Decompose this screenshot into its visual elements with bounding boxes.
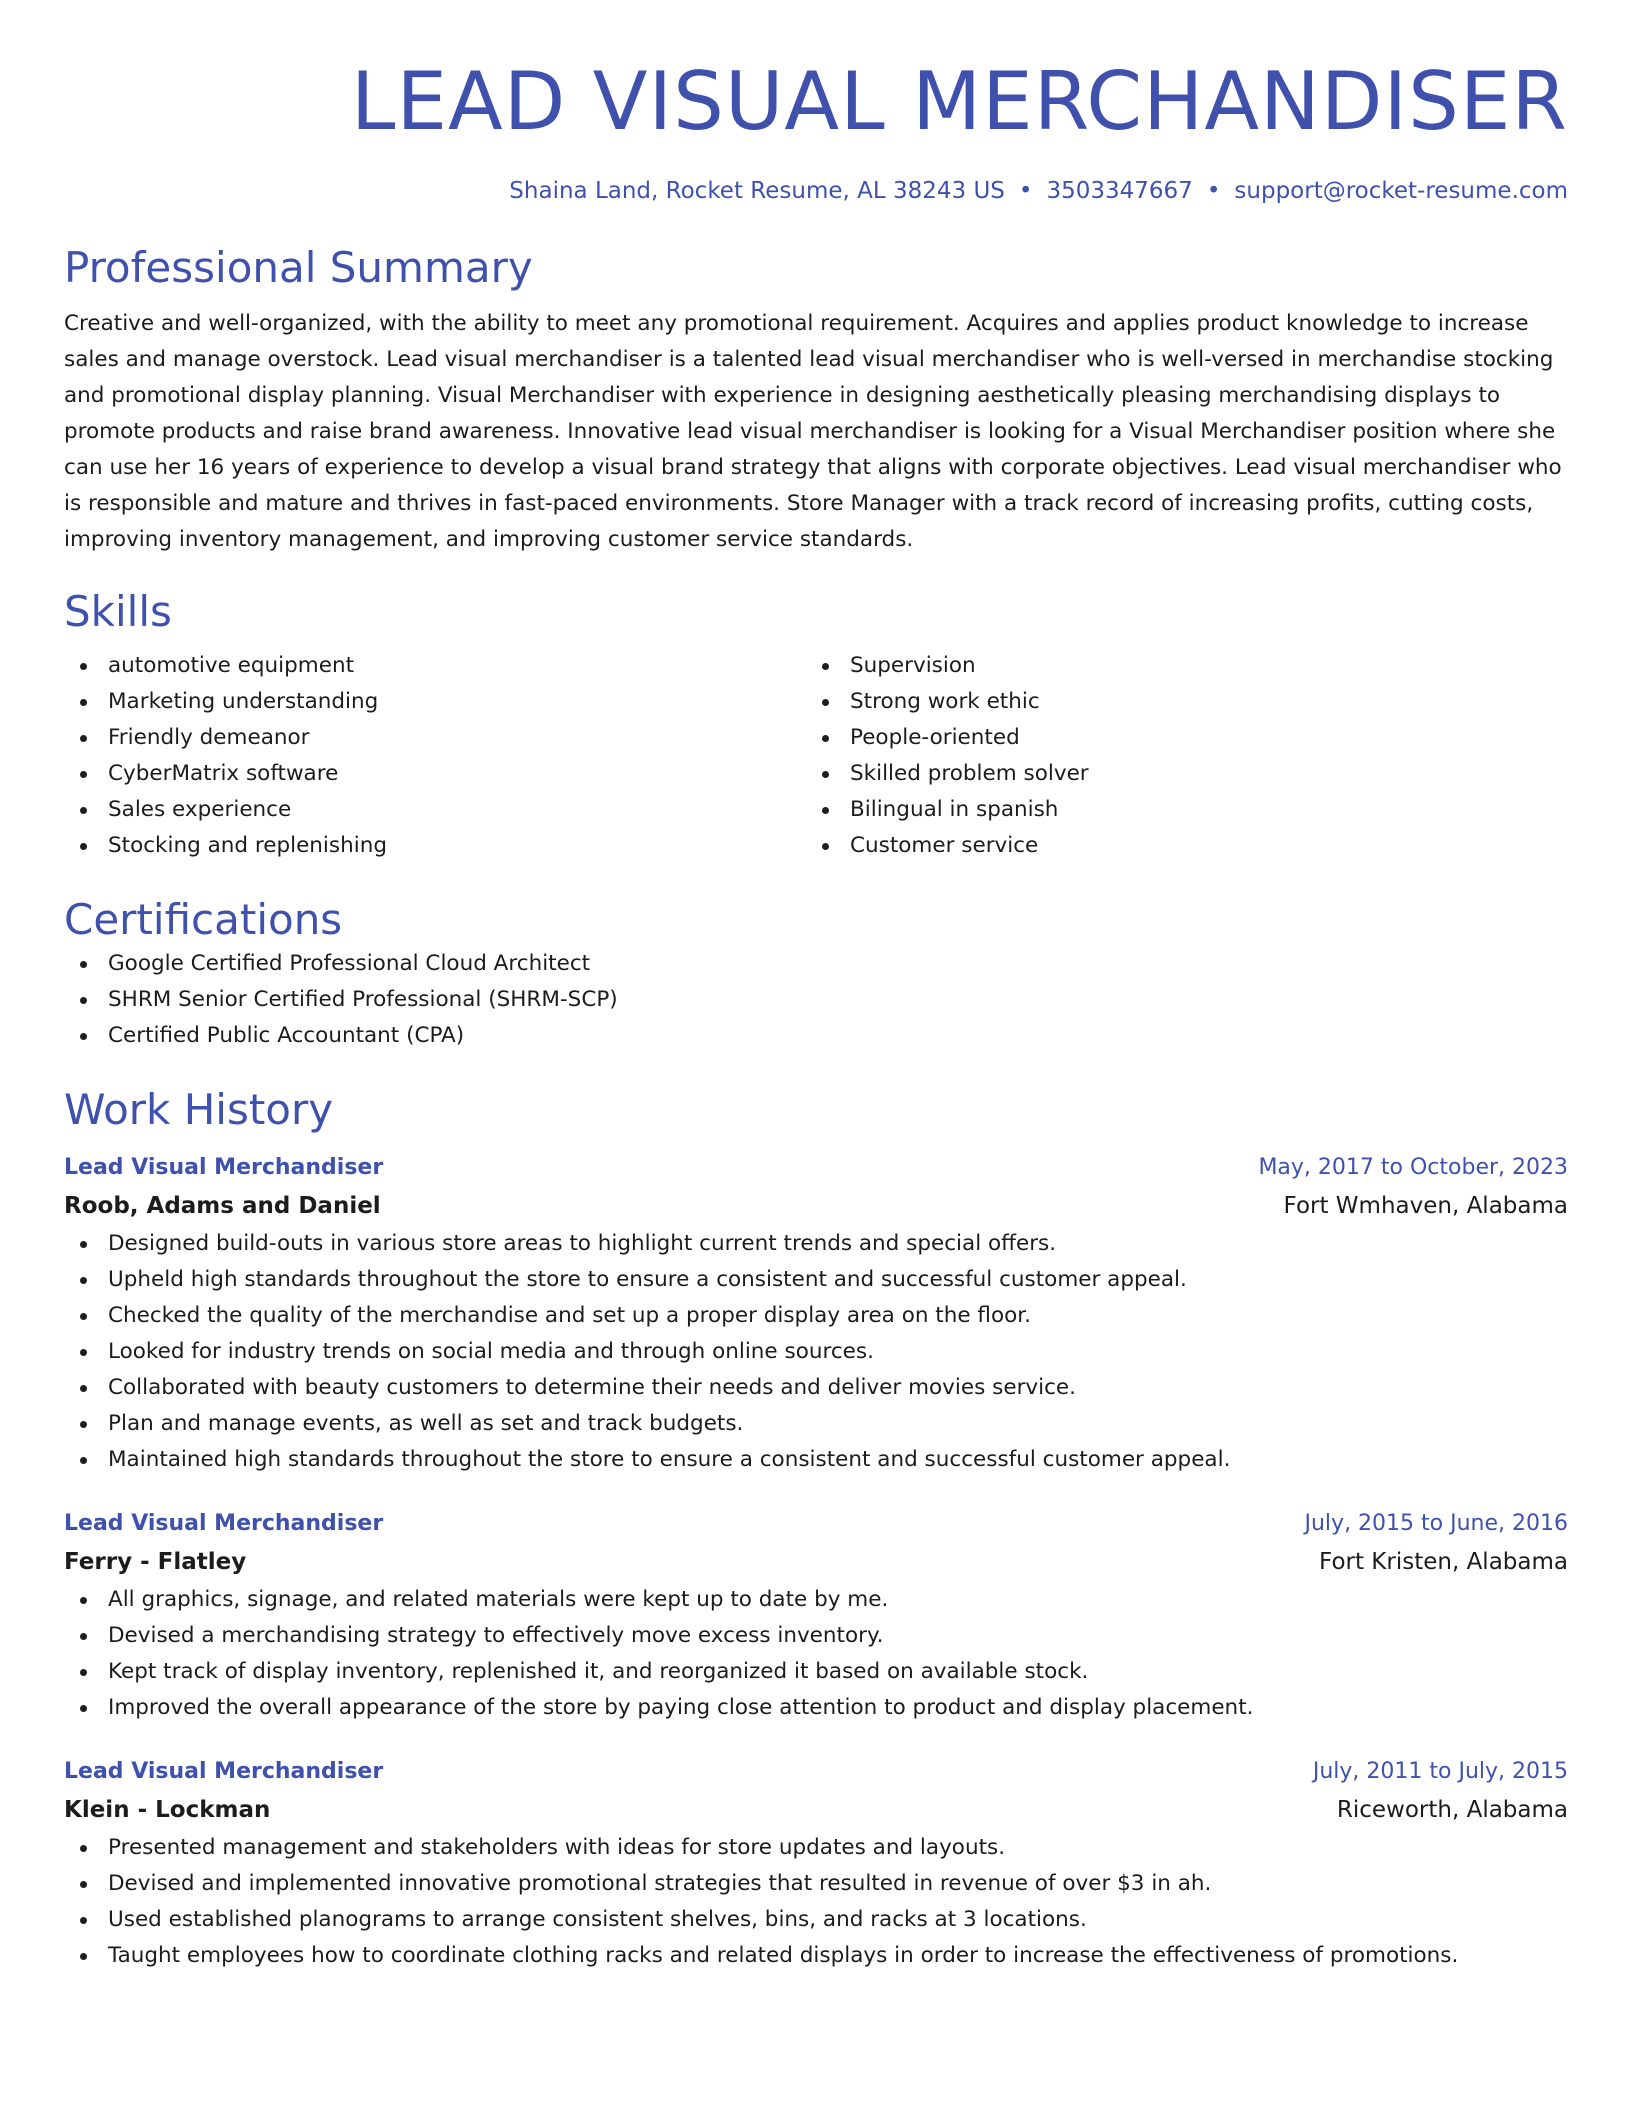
skill-item: Supervision	[806, 648, 1548, 684]
job-bullets	[64, 1830, 1568, 1974]
contact-separator: •	[1018, 178, 1033, 204]
skills-column-right	[806, 648, 1548, 864]
job-bullet: Plan and manage events, as well as set and track budgets.	[64, 1406, 1568, 1442]
resume-title: LEAD VISUAL MERCHANDISER	[350, 55, 1568, 148]
job-bullet: Kept track of display inventory, replenished it, and reorganized it based on available stock.	[64, 1654, 1568, 1690]
certification-item: Certified Public Accountant (CPA)	[64, 1018, 1568, 1054]
summary-section	[64, 242, 1568, 558]
job-role: Lead Visual Merchandiser	[64, 1511, 384, 1536]
skill-item: Friendly demeanor	[64, 720, 806, 756]
skills-list-right	[806, 648, 1548, 864]
skills-list-left	[64, 648, 806, 864]
job-dates: May, 2017 to October, 2023	[1258, 1155, 1568, 1180]
job-bullets	[64, 1226, 1568, 1478]
job-header-row	[64, 1754, 1568, 1790]
job-bullet: Used established planograms to arrange consistent shelves, bins, and racks at 3 locations.	[64, 1902, 1568, 1938]
skill-item: Customer service	[806, 828, 1548, 864]
contact-separator: •	[1206, 178, 1221, 204]
skill-item: People-oriented	[806, 720, 1548, 756]
skill-item: Stocking and replenishing	[64, 828, 806, 864]
job-header-row	[64, 1506, 1568, 1542]
summary-text: Creative and well-organized, with the ability to meet any promotional requirement. Acquires and applies product knowledge to increase sales and manage overstock. Lead visual merchandiser is a talented lead visual merchandiser who is well-versed in merchandise stocking and promotional display planning. Visual Merchandiser with experience in designing aesthetically pleasing merchandising displays to promote products and raise brand awareness. Innovative lead visual merchandiser is looking for a Visual Merchandiser position where she can use her 16 years of experience to develop a visual brand strategy that aligns with corporate objectives. Lead visual merchandiser who is responsible and mature and thrives in fast-paced environments. Store Manager with a track record of increasing profits, cutting costs, improving inventory management, and improving customer service standards.	[64, 311, 1562, 552]
job-entry	[64, 1506, 1568, 1726]
job-company-row	[64, 1186, 1568, 1226]
job-bullets	[64, 1582, 1568, 1726]
job-bullet: Presented management and stakeholders with ideas for store updates and layouts.	[64, 1830, 1568, 1866]
skill-item: Sales experience	[64, 792, 806, 828]
job-role: Lead Visual Merchandiser	[64, 1759, 384, 1784]
job-role: Lead Visual Merchandiser	[64, 1155, 384, 1180]
job-bullet: Devised and implemented innovative promotional strategies that resulted in revenue of over $3 in ah.	[64, 1866, 1568, 1902]
job-header-row	[64, 1150, 1568, 1186]
work-history-section	[64, 1084, 1568, 1974]
job-company: Klein - Lockman	[64, 1797, 271, 1823]
job-location: Riceworth, Alabama	[1336, 1797, 1568, 1823]
job-dates: July, 2015 to June, 2016	[1304, 1511, 1568, 1536]
job-bullet: Checked the quality of the merchandise and set up a proper display area on the floor.	[64, 1298, 1568, 1334]
job-bullet: Devised a merchandising strategy to effectively move excess inventory.	[64, 1618, 1568, 1654]
skill-item: Skilled problem solver	[806, 756, 1548, 792]
contact-email: support@rocket-resume.com	[1234, 178, 1568, 204]
job-location: Fort Wmhaven, Alabama	[1283, 1193, 1568, 1219]
contact-phone: 3503347667	[1046, 178, 1193, 204]
job-entry	[64, 1754, 1568, 1974]
certifications-list	[64, 946, 1568, 1054]
job-location: Fort Kristen, Alabama	[1319, 1549, 1568, 1575]
certification-item: SHRM Senior Certified Professional (SHRM-SCP)	[64, 982, 1568, 1018]
certification-item: Google Certified Professional Cloud Architect	[64, 946, 1568, 982]
job-bullet: Designed build-outs in various store areas to highlight current trends and special offers.	[64, 1226, 1568, 1262]
skill-item: automotive equipment	[64, 648, 806, 684]
skills-heading: Skills	[64, 587, 172, 636]
job-entry	[64, 1150, 1568, 1478]
job-bullet: All graphics, signage, and related materials were kept up to date by me.	[64, 1582, 1568, 1618]
skill-item: Marketing understanding	[64, 684, 806, 720]
job-bullet: Maintained high standards throughout the store to ensure a consistent and successful customer appeal.	[64, 1442, 1568, 1478]
contact-address: Shaina Land, Rocket Resume, AL 38243 US	[509, 178, 1005, 204]
skill-item: CyberMatrix software	[64, 756, 806, 792]
summary-heading: Professional Summary	[64, 243, 533, 292]
skill-item: Bilingual in spanish	[806, 792, 1548, 828]
skill-item: Strong work ethic	[806, 684, 1548, 720]
job-company: Roob, Adams and Daniel	[64, 1193, 381, 1219]
job-bullet: Upheld high standards throughout the store to ensure a consistent and successful customer appeal.	[64, 1262, 1568, 1298]
job-company-row	[64, 1790, 1568, 1830]
certifications-heading: Certifications	[64, 895, 343, 944]
job-company-row	[64, 1542, 1568, 1582]
work-history-heading: Work History	[64, 1085, 334, 1134]
certifications-section	[64, 894, 1568, 1054]
job-bullet: Looked for industry trends on social media and through online sources.	[64, 1334, 1568, 1370]
job-company: Ferry - Flatley	[64, 1549, 247, 1575]
contact-line	[64, 178, 1568, 204]
job-bullet: Collaborated with beauty customers to determine their needs and deliver movies service.	[64, 1370, 1568, 1406]
skills-grid	[64, 648, 1568, 864]
job-bullet: Improved the overall appearance of the store by paying close attention to product and display placement.	[64, 1690, 1568, 1726]
skills-column-left	[64, 648, 806, 864]
skills-section	[64, 586, 1568, 864]
job-dates: July, 2011 to July, 2015	[1312, 1759, 1568, 1784]
job-bullet: Taught employees how to coordinate clothing racks and related displays in order to increase the effectiveness of promotions.	[64, 1938, 1568, 1974]
